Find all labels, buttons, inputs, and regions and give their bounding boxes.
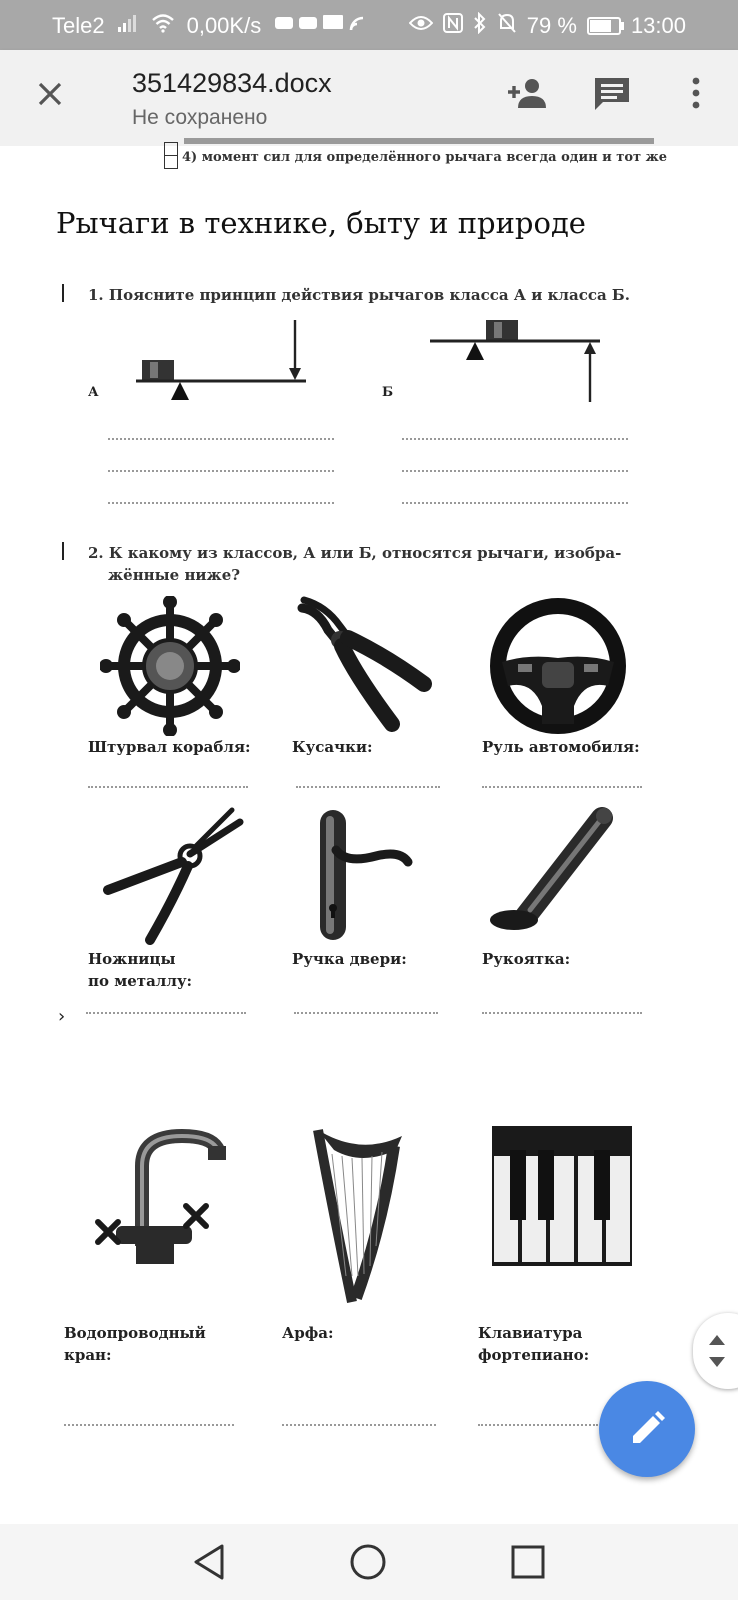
q2-number: 2. [88, 544, 104, 562]
margin-mark-2 [62, 542, 64, 560]
document-view[interactable] [0, 146, 738, 1524]
lever-b-diagram [430, 320, 600, 402]
share-button[interactable] [505, 76, 549, 120]
lever-a-diagram [136, 320, 306, 400]
label-piano-line2: фортепиано: [478, 1346, 590, 1364]
back-triangle-icon [190, 1542, 230, 1582]
carrier-name: Tele2 [52, 13, 105, 38]
label-steering-wheel: Руль автомобиля: [482, 738, 640, 756]
q2-line1 [88, 544, 621, 562]
file-status: Не сохранено [132, 106, 268, 129]
navigation-bar [0, 1524, 738, 1600]
label-metal-shears-line1: Ножницы [88, 950, 176, 968]
crank-handle-image [486, 806, 626, 946]
nfc-icon [443, 13, 463, 39]
answer-line-1 [88, 786, 248, 788]
q2-question-line1: К какому из классов, А или Б, относятся рычаги, изобра- [108, 544, 622, 562]
checkbox-3 [164, 142, 178, 156]
battery-percent: 79 % [526, 13, 577, 38]
status-left [52, 12, 373, 40]
label-piano [478, 1322, 589, 1366]
answer-line-6 [482, 1012, 642, 1014]
door-handle-image [316, 806, 416, 946]
status-right [409, 12, 686, 40]
clock: 13:00 [630, 13, 686, 38]
recents-button[interactable] [508, 1542, 548, 1582]
wifi-icon [151, 13, 175, 39]
app-bar [0, 50, 738, 146]
answer-line-b1 [402, 438, 628, 440]
cutters-image [296, 596, 436, 736]
home-circle-icon [348, 1542, 388, 1582]
label-faucet-line1: Водопроводный [64, 1324, 206, 1342]
answer-line-9 [478, 1424, 598, 1426]
label-ship-wheel: Штурвал корабля: [88, 738, 251, 756]
recents-square-icon [508, 1542, 548, 1582]
section-heading: Рычаги в технике, быту и природе [56, 206, 586, 240]
answer-line-2 [296, 786, 440, 788]
chevron-right-icon: › [58, 1006, 66, 1027]
q1-number: 1. [88, 286, 104, 304]
steering-wheel-image [488, 596, 628, 736]
battery-fill [590, 20, 611, 32]
home-button[interactable] [348, 1542, 388, 1582]
bluetooth-icon [473, 12, 487, 40]
answer-line-a2 [108, 470, 334, 472]
ship-wheel-image [100, 596, 240, 736]
cut-off-line [184, 138, 654, 144]
more-options-button[interactable] [674, 76, 718, 120]
answer-line-b3 [402, 502, 628, 504]
label-a: А [88, 385, 99, 400]
q2-line2: жённые ниже? [108, 566, 241, 584]
signal-icon [117, 13, 139, 39]
more-vert-icon [690, 76, 702, 110]
label-door-handle: Ручка двери: [292, 950, 407, 968]
close-icon [35, 79, 65, 109]
label-piano-line1: Клавиатура [478, 1324, 583, 1342]
q1-question: Поясните принцип действия рычагов класса А и класса Б. [108, 286, 630, 304]
label-b: Б [382, 385, 394, 400]
answer-line-a3 [108, 502, 334, 504]
back-button[interactable] [190, 1542, 230, 1582]
label-harp: Арфа: [282, 1324, 334, 1342]
edit-button[interactable] [599, 1381, 695, 1477]
label-crank: Рукоятка: [482, 950, 571, 968]
label-faucet-line2: кран: [64, 1346, 112, 1364]
mute-bell-icon [497, 12, 517, 40]
piano-keys-image [492, 1126, 632, 1266]
answer-line-7 [64, 1424, 234, 1426]
edit-pencil-icon [629, 1411, 665, 1447]
answer-line-a1 [108, 438, 334, 440]
q1-text [88, 286, 630, 304]
page-gap [0, 1078, 738, 1094]
label-cutters: Кусачки: [292, 738, 373, 756]
lever-diagrams [80, 316, 640, 406]
file-name: 351429834.docx [132, 68, 332, 98]
metal-shears-image [100, 806, 244, 946]
status-bar [0, 0, 738, 50]
add-person-icon [506, 76, 548, 110]
answer-line-8 [282, 1424, 436, 1426]
answer-line-b2 [402, 470, 628, 472]
scroll-updown-icon [705, 1331, 729, 1371]
close-button[interactable] [30, 78, 70, 118]
network-speed: 0,00K/s [186, 13, 262, 38]
faucet-image [82, 1126, 232, 1266]
answer-line-3 [482, 786, 642, 788]
margin-mark [62, 284, 64, 302]
label-faucet [64, 1322, 206, 1366]
label-metal-shears [88, 948, 192, 992]
answer-line-4 [86, 1012, 246, 1014]
checkbox-4 [164, 155, 178, 169]
label-metal-shears-line2: по металлу: [88, 972, 193, 990]
notification-icons [273, 12, 373, 40]
option-4-text: 4) момент сил для определённого рычага всегда один и тот же [182, 150, 668, 165]
comments-button[interactable] [590, 76, 634, 120]
harp-image [312, 1126, 408, 1306]
comment-icon [593, 76, 631, 112]
eye-icon [409, 14, 433, 38]
battery-icon [587, 17, 621, 35]
answer-line-5 [294, 1012, 438, 1014]
